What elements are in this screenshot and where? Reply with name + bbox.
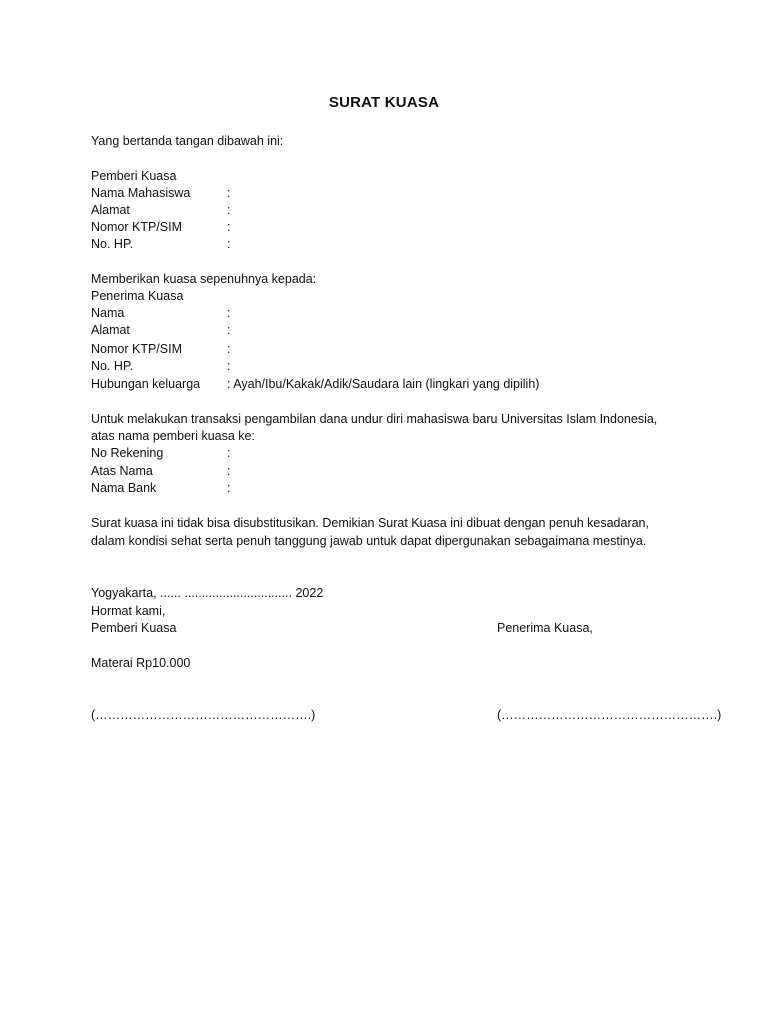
field-value: : xyxy=(227,464,231,478)
intro-text: Yang bertanda tangan dibawah ini: xyxy=(91,134,284,148)
field-label: Nomor KTP/SIM xyxy=(91,342,182,356)
receiver-field-id xyxy=(91,341,230,358)
purpose-text-line2: atas nama pemberi kuasa ke: xyxy=(91,429,255,443)
closing-text-line2: dalam kondisi sehat serta penuh tanggung jawab untuk dapat dipergunakan sebagaimana mestinya. xyxy=(91,534,647,548)
closing-text-line1: Surat kuasa ini tidak bisa disubstitusikan. Demikian Surat Kuasa ini dibuat dengan penuh kesadaran, xyxy=(91,516,649,530)
field-value: : xyxy=(227,359,231,373)
giver-heading: Pemberi Kuasa xyxy=(91,169,177,183)
bank-field-holder xyxy=(91,463,230,480)
receiver-signature-line: (…………………………………………….) xyxy=(497,708,722,722)
field-value: : xyxy=(227,306,231,320)
receiver-field-phone xyxy=(91,358,230,375)
field-value: : xyxy=(227,481,231,495)
document-title: SURAT KUASA xyxy=(328,94,440,111)
receiver-heading: Penerima Kuasa xyxy=(91,289,184,303)
purpose-text-line1: Untuk melakukan transaksi pengambilan dana undur diri mahasiswa baru Universitas Islam Indonesia, xyxy=(91,412,658,426)
field-label: Nomor KTP/SIM xyxy=(91,220,182,234)
receiver-field-name xyxy=(91,305,230,322)
giver-field-name xyxy=(91,185,230,202)
bank-field-account xyxy=(91,445,230,462)
field-label: No. HP. xyxy=(91,359,134,373)
field-label: Alamat xyxy=(91,203,130,217)
stamp-note: Materai Rp10.000 xyxy=(91,656,191,670)
field-value: : xyxy=(227,237,231,251)
field-label: Nama Mahasiswa xyxy=(91,186,191,200)
receiver-sign-label: Penerima Kuasa, xyxy=(497,621,593,635)
receiver-field-address xyxy=(91,322,230,339)
grant-intro-text: Memberikan kuasa sepenuhnya kepada: xyxy=(91,272,317,286)
giver-sign-label: Pemberi Kuasa xyxy=(91,621,177,635)
giver-field-address xyxy=(91,202,230,219)
field-value: : xyxy=(227,446,231,460)
field-value: : xyxy=(227,323,231,337)
giver-signature-line: (…………………………………………….) xyxy=(91,708,316,722)
field-value: : xyxy=(227,220,231,234)
field-value: : xyxy=(227,342,231,356)
place-date: Yogyakarta, ...... ............................... 2022 xyxy=(91,586,324,600)
field-label: No. HP. xyxy=(91,237,134,251)
field-value: : xyxy=(227,203,231,217)
bank-field-bank-name xyxy=(91,480,230,497)
field-value: : Ayah/Ibu/Kakak/Adik/Saudara lain (lingkari yang dipilih) xyxy=(227,377,540,391)
regards-text: Hormat kami, xyxy=(91,604,166,618)
field-label: Atas Nama xyxy=(91,464,153,478)
giver-field-id xyxy=(91,219,230,236)
field-value: : xyxy=(227,186,231,200)
field-label: Hubungan keluarga xyxy=(91,377,201,391)
field-label: No Rekening xyxy=(91,446,164,460)
field-label: Alamat xyxy=(91,323,130,337)
giver-field-phone xyxy=(91,236,230,253)
field-label: Nama xyxy=(91,306,125,320)
receiver-field-relationship xyxy=(91,376,539,393)
field-label: Nama Bank xyxy=(91,481,157,495)
